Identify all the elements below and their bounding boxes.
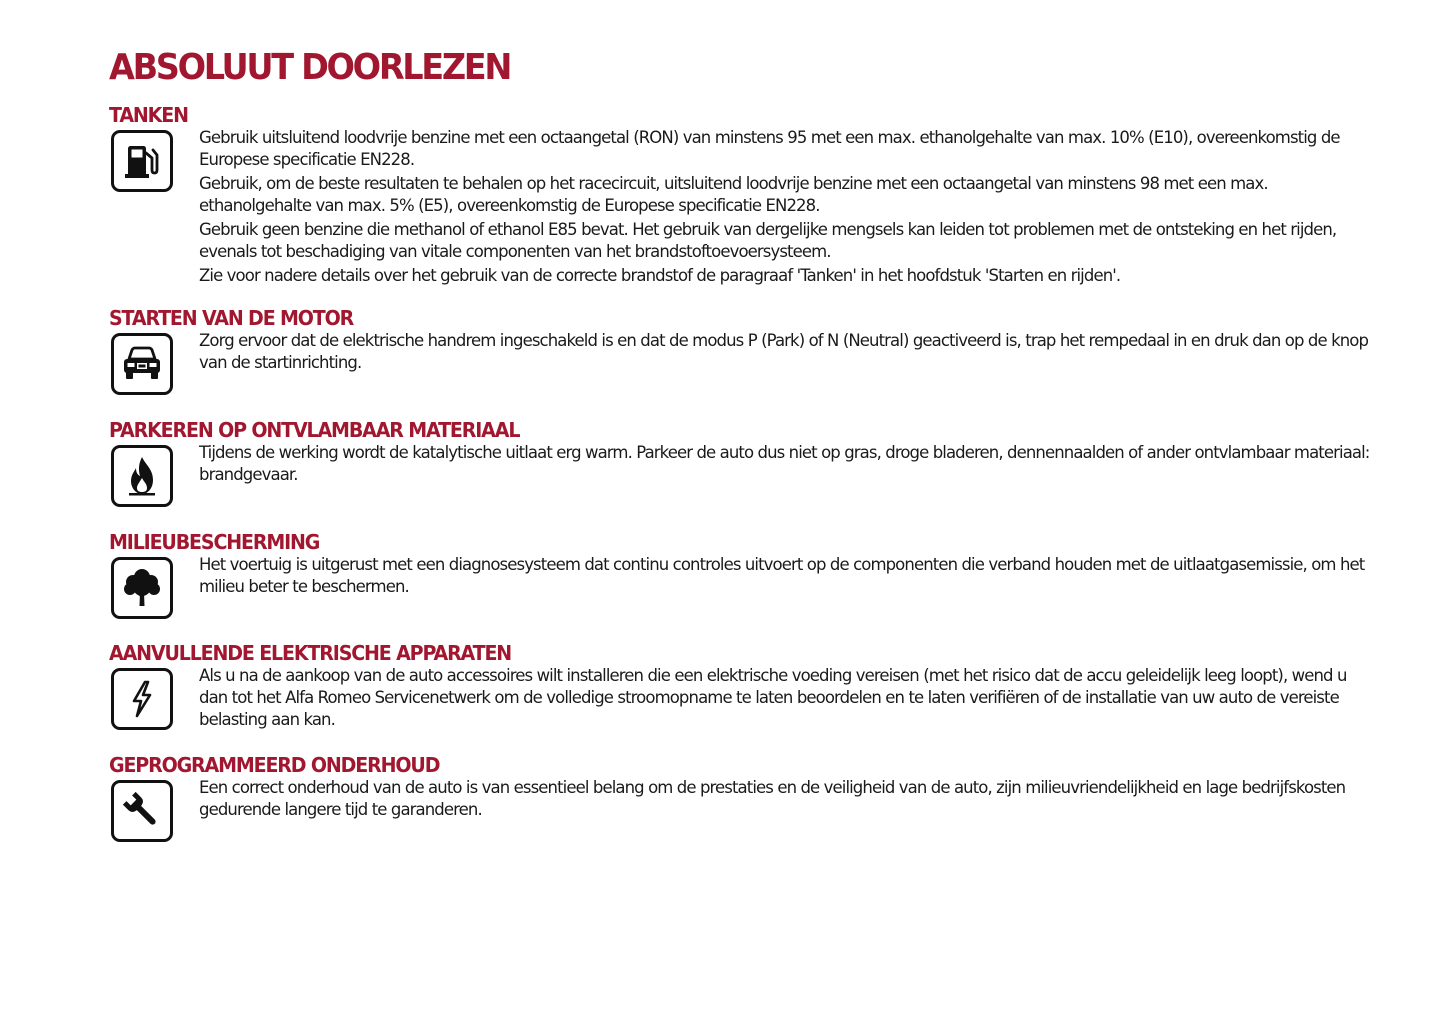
- section-heading: MILIEUBESCHERMING: [109, 530, 320, 554]
- paragraph: Tijdens de werking wordt de katalytische uitlaat erg warm. Parkeer de auto dus niet op gras, droge bladeren, dennennaalden of ander ontvlambaar materiaal: brandgevaar.: [199, 443, 1370, 484]
- paragraph: Gebruik, om de beste resultaten te behalen op het racecircuit, uitsluitend loodvrije benzine met een octaangetal van minstens 98 met een max. ethanolgehalte van max. 5% (E5), overeenkomstig de Europese specificatie EN228.: [199, 174, 1268, 215]
- wrench-icon: [111, 780, 173, 842]
- tree-icon: [111, 557, 173, 619]
- section-heading: AANVULLENDE ELEKTRISCHE APPARATEN: [109, 641, 512, 665]
- flame-icon: [111, 445, 173, 507]
- paragraph: Zorg ervoor dat de elektrische handrem ingeschakeld is en dat de modus P (Park) of N (Neutral) geactiveerd is, trap het rempedaal in en druk dan op de knop van de startinrichting.: [199, 331, 1369, 372]
- paragraph: Als u na de aankoop van de auto accessoires wilt installeren die een elektrische voeding vereisen (met het risico dat de accu geleidelijk leeg loopt), wend u dan tot het Alfa Romeo Servicenetwerk om de volledige stroomopname te laten beoordelen en te laten verifiëren of de installatie van uw auto de vereiste belasting aan kan.: [199, 666, 1347, 729]
- fuel-pump-icon: [111, 130, 173, 192]
- section-elektrische-apparaten: [109, 641, 1379, 735]
- page-title: ABSOLUUT DOORLEZEN: [109, 47, 511, 88]
- section-heading: PARKEREN OP ONTVLAMBAAR MATERIAAL: [109, 418, 520, 442]
- paragraph: Een correct onderhoud van de auto is van essentieel belang om de prestaties en de veiligheid van de auto, zijn milieuvriendelijkheid en lage bedrijfskosten gedurende langere tijd te garanderen.: [199, 778, 1346, 819]
- section-tanken: [109, 103, 1379, 285]
- paragraph: Gebruik uitsluitend loodvrije benzine met een octaangetal (RON) van minstens 95 met een max. ethanolgehalte van max. 10% (E10), overeenkomstig de Europese specificatie EN228.: [199, 128, 1340, 169]
- car-front-icon: [111, 333, 173, 395]
- paragraph: Gebruik geen benzine die methanol of ethanol E85 bevat. Het gebruik van dergelijke mengsels kan leiden tot problemen met de ontsteking en het rijden, evenals tot beschadiging van vitale componenten van het brandstoftoevoersysteem.: [199, 220, 1337, 261]
- section-parkeren: [109, 418, 1379, 512]
- section-starten: [109, 306, 1379, 400]
- section-onderhoud: [109, 753, 1379, 847]
- paragraph: Het voertuig is uitgerust met een diagnosesysteem dat continu controles uitvoert op de componenten die verband houden met de uitlaatgasemissie, om het milieu beter te beschermen.: [199, 555, 1365, 596]
- paragraph: Zie voor nadere details over het gebruik van de correcte brandstof de paragraaf 'Tanken' in het hoofdstuk 'Starten en rijden'.: [199, 266, 1121, 285]
- section-heading: GEPROGRAMMEERD ONDERHOUD: [109, 753, 440, 777]
- section-milieubescherming: [109, 530, 1379, 624]
- section-heading: STARTEN VAN DE MOTOR: [109, 306, 354, 330]
- lightning-icon: [111, 668, 173, 730]
- section-heading: TANKEN: [109, 103, 188, 127]
